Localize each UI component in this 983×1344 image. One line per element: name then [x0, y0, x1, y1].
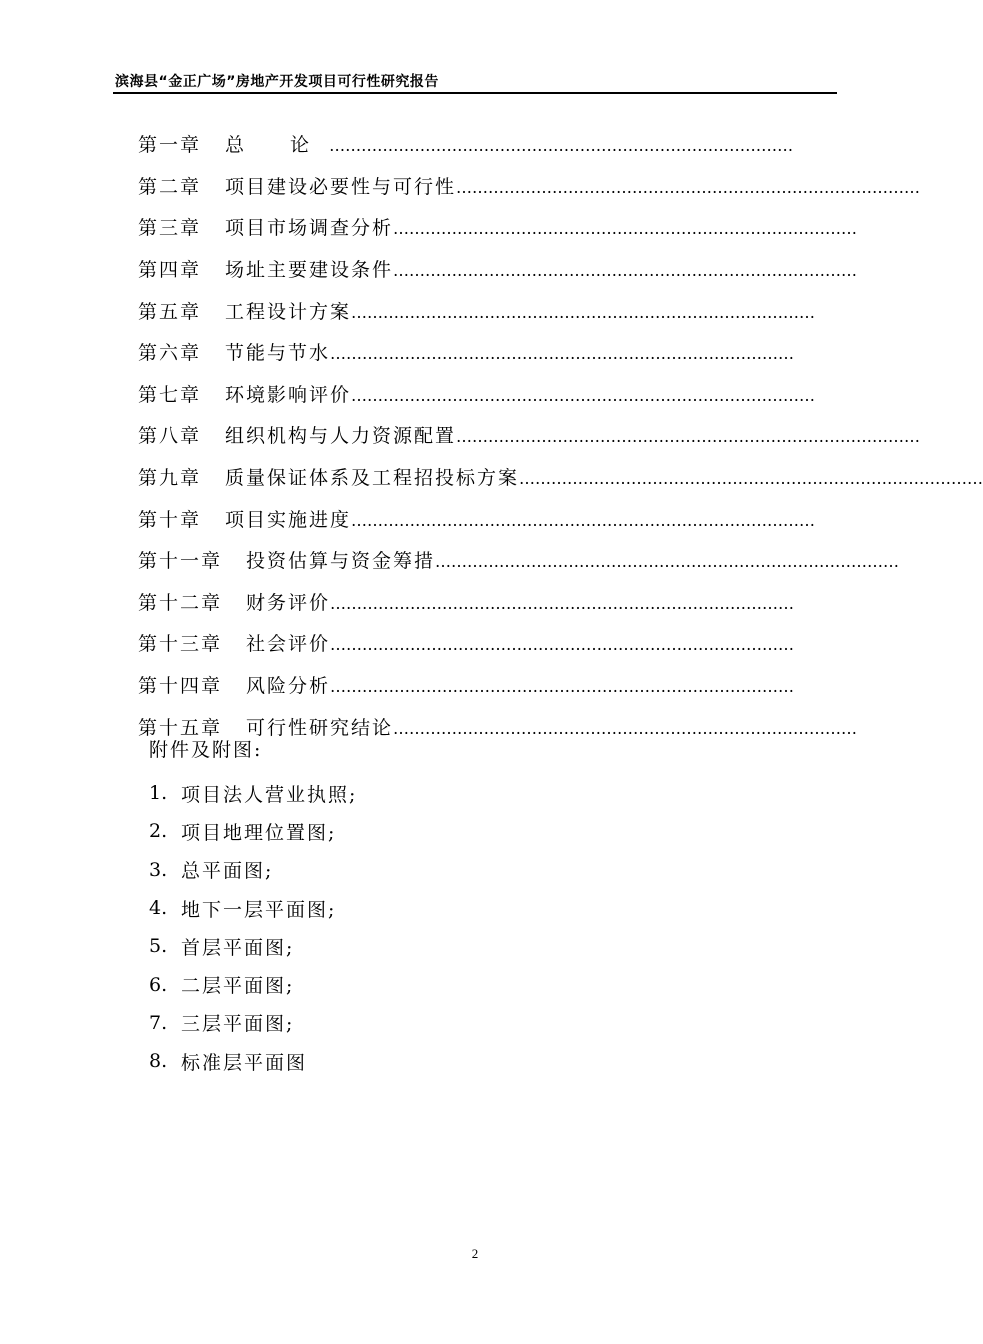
toc-leader: ……………………………………………………………………………	[393, 261, 858, 281]
toc-chapter-number: 第一章	[138, 134, 202, 157]
appendix-item-number: 3.	[149, 858, 168, 881]
toc-leader: ……………………………………………………………………………	[330, 344, 795, 364]
appendix-item-number: 1.	[149, 782, 168, 805]
toc-leader: ……………………………………………………………………………	[456, 427, 921, 447]
appendix-item-number: 2.	[149, 820, 168, 843]
toc-chapter-number: 第八章	[138, 425, 202, 448]
appendix-item-number: 8.	[149, 1050, 168, 1073]
toc-chapter-number: 第十章	[138, 508, 202, 531]
toc-chapter-number: 第十四章	[138, 675, 223, 698]
appendix-item-text: 三层平面图;	[181, 1013, 295, 1036]
toc-leader: ……………………………………………………………………………	[351, 385, 816, 405]
appendix-item	[149, 774, 357, 812]
toc-chapter-number: 第十二章	[138, 591, 223, 614]
toc-chapter-title: 社会评价	[246, 633, 331, 656]
appendix-item-number: 4.	[149, 897, 168, 920]
appendix-item	[149, 812, 357, 850]
toc-chapter-title: 项目实施进度	[225, 508, 352, 531]
toc-chapter-title: 可行性研究结论	[246, 716, 394, 739]
toc-chapter-title: 质量保证体系及工程招投标方案	[225, 467, 520, 490]
appendix-item-text: 地下一层平面图;	[181, 898, 337, 921]
toc-chapter-title: 场址主要建设条件	[225, 259, 394, 282]
toc-chapter-number: 第七章	[138, 383, 202, 406]
toc-chapter-title: 环境影响评价	[225, 383, 352, 406]
toc-row[interactable]	[138, 622, 795, 664]
appendix-item-text: 首层平面图;	[181, 936, 295, 959]
appendix-item	[149, 1042, 357, 1080]
toc-leader: ……………………………………………………………………………	[351, 302, 816, 322]
toc-chapter-title: 组织机构与人力资源配置	[225, 425, 457, 448]
toc-row[interactable]	[138, 456, 983, 498]
appendix-item-text: 总平面图;	[181, 860, 274, 883]
toc-chapter-title: 投资估算与资金筹措	[246, 550, 436, 573]
toc-row[interactable]	[138, 289, 816, 331]
toc-chapter-title: 项目建设必要性与可行性	[225, 175, 457, 198]
toc-chapter-number: 第九章	[138, 467, 202, 490]
toc-row[interactable]	[138, 497, 816, 539]
toc-chapter-number: 第二章	[138, 175, 202, 198]
toc-leader: ……………………………………………………………………………	[393, 219, 858, 239]
toc-chapter-number: 第五章	[138, 300, 202, 323]
page-number: 2	[471, 1246, 479, 1261]
toc-chapter-title: 节能与节水	[225, 342, 331, 365]
toc-leader: ……………………………………………………………………………	[329, 136, 794, 156]
toc-leader: ……………………………………………………………………………	[330, 635, 795, 655]
toc-row[interactable]	[138, 165, 921, 207]
toc-chapter-number: 第十三章	[138, 633, 223, 656]
toc-leader: ……………………………………………………………………………	[435, 552, 900, 572]
toc-leader: ……………………………………………………………………………	[351, 510, 816, 530]
toc-row[interactable]	[138, 123, 794, 165]
appendix-item-text: 项目法人营业执照;	[181, 783, 358, 806]
toc-row[interactable]	[138, 581, 795, 623]
toc-leader: ……………………………………………………………………………	[330, 677, 795, 697]
appendix-title: 附件及附图:	[149, 739, 263, 761]
appendix-item	[149, 1004, 357, 1042]
toc-chapter-number: 第十一章	[138, 550, 223, 573]
toc-chapter-title: 财务评价	[246, 591, 331, 614]
appendix-item	[149, 851, 357, 889]
page-header	[113, 66, 837, 94]
appendix-item-number: 7.	[149, 1011, 168, 1034]
toc-chapter-title: 总 论	[225, 134, 330, 157]
toc-leader: ……………………………………………………………………………	[330, 593, 795, 613]
appendix-item-number: 6.	[149, 973, 168, 996]
toc-chapter-number: 第四章	[138, 259, 202, 282]
toc-leader: ……………………………………………………………………………	[393, 718, 858, 738]
appendix-item-text: 标准层平面图	[181, 1051, 308, 1074]
table-of-contents	[138, 123, 983, 747]
toc-chapter-number: 第六章	[138, 342, 202, 365]
appendix-item	[149, 965, 357, 1003]
toc-chapter-title: 工程设计方案	[225, 300, 352, 323]
appendix-section	[149, 738, 357, 1080]
toc-leader: ……………………………………………………………………………	[519, 469, 983, 489]
toc-chapter-number: 第三章	[138, 217, 202, 240]
toc-leader: ……………………………………………………………………………	[456, 177, 921, 197]
toc-row[interactable]	[138, 206, 858, 248]
toc-chapter-number: 第十五章	[138, 716, 223, 739]
appendix-item	[149, 927, 357, 965]
toc-chapter-title: 风险分析	[246, 675, 331, 698]
toc-row[interactable]	[138, 331, 795, 373]
toc-row[interactable]	[138, 539, 900, 581]
appendix-item-text: 二层平面图;	[181, 975, 295, 998]
header-title: 滨海县“金正广场”房地产开发项目可行性研究报告	[115, 74, 439, 90]
appendix-item-number: 5.	[149, 935, 168, 958]
toc-row[interactable]	[138, 664, 795, 706]
toc-row[interactable]	[138, 414, 921, 456]
toc-chapter-title: 项目市场调查分析	[225, 217, 394, 240]
toc-row[interactable]	[138, 248, 858, 290]
toc-row[interactable]	[138, 373, 816, 415]
appendix-item-text: 项目地理位置图;	[181, 821, 337, 844]
appendix-item	[149, 889, 357, 927]
